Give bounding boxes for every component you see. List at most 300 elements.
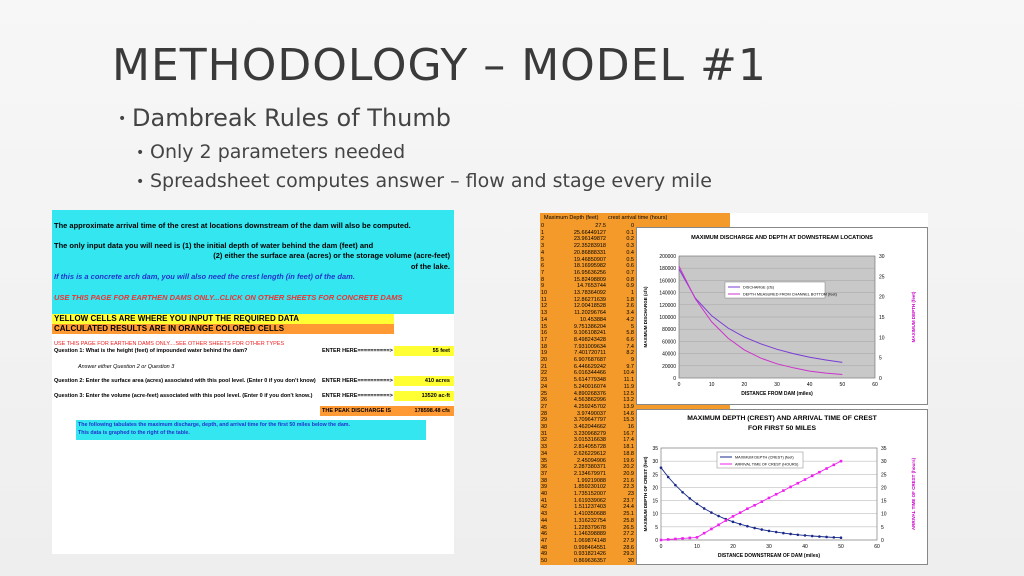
sub-bullet-2-text: Spreadsheet computes answer – flow and stage every mile (150, 170, 712, 192)
row-time: 0.1 (626, 229, 634, 236)
yellow-legend-label: YELLOW CELLS ARE WHERE YOU INPUT THE REQUIRED DATA (54, 314, 300, 323)
row-time: 13.2 (623, 397, 634, 404)
question-2: Question 2: Enter the surface area (acres) associated with this pool level. (Enter 0 if you don't know) (54, 378, 316, 384)
row-mile: 13 (541, 310, 548, 317)
question-3: Question 3: Enter the volume (acre-feet) associated with this pool level. (Enter 0 if you don't know.) (54, 393, 313, 399)
data-point (804, 534, 807, 537)
legend-label: ARRIVAL TIME OF CREST (HOURS) (735, 462, 799, 467)
row-depth: 11.20296764 (574, 310, 606, 317)
row-mile: 45 (541, 524, 548, 531)
row-time: 0.9 (626, 283, 634, 290)
row-depth: 2.626229612 (573, 450, 606, 457)
row-mile: 40 (541, 491, 548, 497)
data-point (732, 515, 735, 518)
row-depth: 4.563862996 (573, 397, 606, 404)
data-point (811, 475, 814, 478)
row-depth: 7.931009634 (573, 343, 606, 350)
row-mile: 0 (541, 223, 545, 229)
legend-label: DISCHARGE (cfs) (743, 285, 775, 290)
row-depth: 6.907687687 (573, 357, 606, 363)
data-point (717, 515, 720, 518)
header-time: crest arrival time (hours) (608, 215, 668, 221)
row-depth: 1.511237403 (574, 504, 606, 511)
intro-line-2: The only input data you will need is (1) the initial depth of water behind the dam (feet) and (54, 241, 374, 250)
row-mile: 6 (541, 263, 545, 270)
footer-line-2: This data is graphed to the right of the table. (78, 430, 190, 436)
row-time: 3.4 (626, 310, 634, 317)
depth-arrival-chart (636, 409, 928, 565)
discharge-depth-chart (636, 227, 928, 405)
intro-line-3: (2) either the surface area (acres) or the storage volume (acre-feet) (213, 251, 450, 260)
row-depth: 1.069874148 (573, 537, 606, 544)
row-depth: 16.95636256 (573, 269, 606, 276)
row-depth: 1.410350688 (573, 511, 606, 518)
row-mile: 23 (541, 377, 548, 384)
row-depth: 1.146398889 (573, 531, 606, 538)
row-time: 5 (630, 323, 634, 330)
y-tick-label: 10 (652, 511, 658, 518)
y2-tick-label: 15 (879, 315, 885, 321)
y-tick-label: 140000 (659, 290, 676, 297)
row-depth: 3.709647797 (573, 417, 606, 424)
data-point (789, 533, 792, 536)
row-time: 17.4 (623, 437, 634, 444)
enter-here-1: ENTER HERE==========> (322, 348, 393, 354)
row-mile: 49 (541, 551, 548, 558)
data-point (768, 497, 771, 500)
y2-tick-label: 15 (881, 498, 887, 505)
data-point (696, 536, 699, 539)
row-time: 0.5 (626, 256, 634, 263)
row-time: 20.2 (623, 464, 634, 471)
y-tick-label: 120000 (659, 302, 676, 309)
y2-tick-label: 25 (879, 274, 885, 281)
y2-tick-label: 35 (881, 446, 887, 452)
question-1: Question 1: What is the height (feet) of impounded water behind the dam? (54, 348, 248, 354)
data-point (833, 464, 836, 467)
row-mile: 24 (541, 383, 548, 390)
row-mile: 20 (541, 357, 548, 363)
data-point (753, 504, 756, 507)
row-time: 2.6 (626, 303, 634, 310)
row-mile: 38 (541, 477, 548, 484)
row-mile: 1 (541, 229, 545, 236)
row-depth: 13.78364092 (573, 290, 606, 296)
row-depth: 1.619339062 (573, 497, 606, 504)
row-time: 4.2 (626, 316, 634, 323)
row-time: 5.8 (626, 330, 634, 337)
intro-line-4: of the lake. (410, 262, 450, 271)
row-mile: 30 (541, 424, 548, 430)
row-depth: 18.16995982 (573, 263, 606, 270)
row-depth: 4.259245702 (573, 403, 606, 410)
y2-tick-label: 30 (881, 459, 887, 466)
y-tick-label: 0 (655, 538, 658, 544)
data-point (797, 482, 800, 485)
table-header (540, 215, 730, 223)
row-depth: 9.751386204 (573, 323, 606, 330)
row-mile: 32 (541, 437, 548, 444)
data-point (660, 466, 663, 469)
row-depth: 7.401720711 (574, 350, 606, 357)
x-tick-label: 50 (838, 544, 844, 550)
data-point (696, 502, 699, 505)
row-time: 11.1 (623, 377, 634, 384)
data-point (667, 538, 670, 541)
row-time: 30 (627, 558, 634, 564)
y-tick-label: 20 (652, 485, 658, 492)
chart-title: MAXIMUM DEPTH (CREST) AND ARRIVAL TIME OF CREST (687, 415, 877, 422)
intro-line-1: The approximate arrival time of the crest at locations downstream of the dam will also be computed. (54, 221, 411, 230)
row-mile: 17 (541, 336, 548, 343)
row-depth: 2.287380371 (573, 464, 606, 471)
x-tick-label: 20 (730, 544, 736, 550)
row-depth: 25.66449127 (573, 229, 606, 236)
x-tick-label: 0 (677, 382, 681, 388)
row-time: 16 (627, 424, 634, 430)
data-point (674, 538, 677, 541)
row-depth: 1.99219088 (576, 477, 606, 484)
data-point (681, 491, 684, 494)
data-point (768, 530, 771, 533)
y-tick-label: 80000 (662, 327, 676, 334)
row-mile: 28 (541, 410, 548, 417)
row-time: 0 (630, 223, 634, 229)
y2-tick-label: 5 (879, 355, 882, 362)
x-tick-label: 40 (802, 544, 808, 550)
data-point (674, 484, 677, 487)
row-time: 23 (627, 491, 634, 497)
row-mile: 16 (541, 330, 548, 337)
data-point (775, 493, 778, 496)
data-point (804, 478, 807, 481)
bullet-dot-icon: • (118, 111, 127, 127)
x-tick-label: 40 (806, 382, 813, 388)
sub-bullet-2 (136, 170, 712, 192)
row-mile: 31 (541, 430, 548, 437)
data-point (840, 460, 843, 463)
row-mile: 22 (541, 370, 548, 377)
row-mile: 35 (541, 457, 548, 464)
legend-label: MAXIMUM DEPTH (CREST) (feet) (735, 455, 794, 460)
data-point (797, 533, 800, 536)
row-time: 12.5 (623, 390, 634, 397)
row-depth: 15.82498809 (573, 276, 606, 283)
legend-label: DEPTH MEASURED FROM CHANNEL BOTTOM (feet) (743, 292, 837, 297)
row-depth: 2.814055728 (573, 444, 606, 451)
row-time: 18.8 (623, 450, 634, 457)
data-point (818, 471, 821, 474)
sub-bullet-1-text: Only 2 parameters needed (150, 141, 406, 163)
data-point (746, 525, 749, 528)
row-depth: 20.86888331 (573, 249, 606, 256)
data-point (761, 528, 764, 531)
x-tick-label: 20 (741, 382, 748, 388)
row-time: 28.6 (623, 544, 634, 551)
row-time: 23.7 (623, 497, 634, 504)
row-depth: 9.106108241 (573, 330, 606, 337)
peak-discharge-value: 178598.48 cfs (414, 408, 450, 414)
row-depth: 0.998464551 (573, 544, 606, 551)
row-mile: 26 (541, 397, 548, 404)
row-mile: 27 (541, 403, 548, 410)
row-depth: 4.890268376 (573, 390, 606, 397)
chart-title: FOR FIRST 50 MILES (748, 425, 816, 432)
row-mile: 39 (541, 484, 548, 491)
x-axis-label: DISTANCE DOWNSTREAM OF DAM (miles) (717, 553, 821, 559)
row-mile: 46 (541, 531, 548, 538)
data-point (753, 527, 756, 530)
row-mile: 15 (541, 323, 548, 330)
x-tick-label: 60 (872, 382, 878, 388)
earthen-note: USE THIS PAGE FOR EARTHEN DAMS ONLY...CLICK ON OTHER SHEETS FOR CONCRETE DAMS (54, 293, 403, 302)
y-axis-label: MAXIMUM DEPTH OF CREST (feet) (643, 456, 648, 532)
data-point (725, 519, 728, 522)
row-mile: 12 (541, 303, 548, 310)
row-mile: 5 (541, 256, 545, 263)
data-point (840, 536, 843, 539)
row-mile: 11 (541, 296, 547, 303)
row-depth: 10.453884 (580, 316, 606, 323)
row-time: 11.9 (623, 383, 634, 390)
y-tick-label: 100000 (659, 315, 676, 321)
row-time: 9 (630, 357, 634, 363)
row-depth: 19.46850907 (573, 256, 606, 263)
row-mile: 2 (541, 236, 545, 243)
row-time: 27.2 (623, 531, 634, 538)
y-tick-label: 15 (652, 498, 658, 505)
row-time: 26.5 (623, 524, 634, 531)
data-point (689, 537, 692, 540)
y-tick-label: 35 (652, 446, 658, 452)
discharge-depth-chart-svg (637, 228, 927, 404)
y2-tick-label: 10 (879, 335, 885, 342)
row-depth: 8.498243428 (573, 336, 606, 343)
y2-tick-label: 30 (879, 254, 885, 260)
y2-tick-label: 20 (881, 485, 887, 492)
data-point (660, 539, 663, 542)
row-depth: 3.462044662 (573, 424, 606, 430)
row-time: 21.6 (623, 477, 634, 484)
row-time: 8.2 (626, 350, 634, 357)
y-tick-label: 20000 (662, 363, 676, 370)
row-depth: 5.240016074 (573, 383, 606, 390)
row-time: 22.3 (623, 484, 634, 491)
y-tick-label: 200000 (659, 254, 676, 260)
row-mile: 8 (541, 276, 545, 283)
data-point (681, 537, 684, 540)
data-point (818, 535, 821, 538)
row-depth: 12.86271639 (573, 296, 606, 303)
concrete-note: If this is a concrete arch dam, you will also need the crest length (in feet) of the dam. (54, 272, 355, 281)
red-note: USE THIS PAGE FOR EARTHEN DAMS ONLY....SEE OTHER SHEETS FOR OTHER TYPES (54, 341, 285, 347)
y2-tick-label: 0 (881, 538, 884, 544)
row-time: 29.3 (623, 551, 634, 558)
data-point (825, 536, 828, 539)
row-mile: 47 (541, 537, 548, 544)
peak-discharge-label: THE PEAK DISCHARGE IS (322, 408, 392, 414)
data-point (739, 511, 742, 514)
row-time: 27.9 (623, 537, 634, 544)
data-point (782, 489, 785, 492)
row-depth: 3.230968279 (573, 430, 606, 437)
row-depth: 1.735152007 (573, 491, 606, 497)
row-depth: 12.00418528 (573, 303, 606, 310)
row-depth: 23.96149872 (573, 236, 606, 243)
row-depth: 3.97490037 (576, 410, 606, 417)
row-mile: 18 (541, 343, 548, 350)
row-mile: 43 (541, 511, 548, 518)
row-depth: 2.45094906 (576, 457, 606, 464)
row-depth: 0.869636357 (573, 558, 606, 564)
row-depth: 22.35283918 (573, 243, 606, 250)
row-mile: 4 (541, 249, 545, 256)
y-axis-label: MAXIMUM DISCHARGE (cfs) (643, 286, 648, 348)
sub-bullet-1 (136, 141, 405, 163)
y2-tick-label: 20 (879, 294, 885, 301)
data-point (703, 532, 706, 535)
y2-axis-label: ARRIVAL TIME OF CREST (hours) (911, 457, 916, 531)
row-mile: 19 (541, 350, 548, 357)
row-time: 10.4 (623, 370, 634, 377)
row-mile: 10 (541, 290, 548, 296)
q3-value[interactable]: 13520 ac-ft (421, 393, 450, 399)
row-mile: 9 (541, 283, 545, 290)
row-time: 0.2 (626, 236, 634, 243)
y-tick-label: 160000 (659, 278, 676, 285)
row-time: 0.7 (626, 269, 634, 276)
left-spreadsheet (52, 210, 454, 554)
data-point (761, 500, 764, 503)
x-tick-label: 30 (774, 382, 780, 388)
y-tick-label: 0 (673, 376, 676, 382)
bullet-dot-icon: • (136, 173, 145, 190)
row-mile: 33 (541, 444, 548, 451)
x-tick-label: 10 (708, 382, 715, 388)
row-depth: 1.859230102 (573, 484, 606, 491)
right-spreadsheet (540, 213, 928, 565)
row-time: 6.6 (626, 336, 634, 343)
row-time: 7.4 (626, 343, 634, 350)
y2-tick-label: 10 (881, 511, 887, 518)
row-time: 25.1 (623, 511, 634, 518)
row-mile: 7 (541, 269, 545, 276)
data-point (710, 511, 713, 514)
slide-title: METHODOLOGY – MODEL #1 (112, 40, 767, 91)
row-time: 19.6 (623, 457, 634, 464)
data-point (833, 536, 836, 539)
row-mile: 42 (541, 504, 548, 511)
row-time: 25.8 (623, 517, 634, 524)
row-mile: 3 (541, 243, 545, 250)
x-tick-label: 0 (659, 544, 663, 550)
y-tick-label: 30 (652, 459, 658, 466)
y2-tick-label: 5 (881, 524, 884, 531)
row-depth: 6.446629242 (573, 363, 606, 370)
row-time: 15.3 (623, 417, 634, 424)
depth-arrival-chart-svg (637, 410, 927, 564)
row-depth: 27.5 (595, 223, 606, 229)
row-time: 16.7 (623, 430, 634, 437)
x-tick-label: 60 (874, 544, 880, 550)
enter-here-3: ENTER HERE==========> (322, 393, 393, 399)
answer-either-note: Answer either Question 2 or Question 3 (78, 364, 175, 370)
row-mile: 44 (541, 517, 548, 524)
row-time: 1 (630, 290, 634, 296)
row-time: 18.1 (623, 444, 634, 451)
footer-line-1: The following tabulates the maximum discharge, depth, and arrival time for the first 50 miles below the dam. (78, 422, 350, 428)
y-tick-label: 40000 (662, 351, 676, 358)
row-depth: 1.316232754 (573, 517, 606, 524)
bullet-1 (118, 104, 451, 132)
bullet-dot-icon: • (136, 144, 145, 161)
bullet-1-text: Dambreak Rules of Thumb (132, 104, 451, 132)
x-axis-label: DISTANCE FROM DAM (miles) (741, 391, 813, 397)
data-point (746, 507, 749, 510)
row-depth: 0.931821426 (573, 551, 606, 558)
row-mile: 41 (541, 497, 548, 504)
data-point (811, 535, 814, 538)
row-mile: 21 (541, 363, 548, 370)
row-time: 9.7 (626, 363, 634, 370)
row-time: 1.8 (626, 296, 634, 303)
q1-value[interactable]: 55 feet (432, 348, 450, 354)
data-point (703, 507, 706, 510)
row-mile: 29 (541, 417, 548, 424)
data-point (667, 476, 670, 479)
orange-legend-label: CALCULATED RESULTS ARE IN ORANGE COLORED CELLS (54, 324, 285, 333)
data-point (710, 528, 713, 531)
enter-here-2: ENTER HERE==========> (322, 378, 393, 384)
row-depth: 5.614779348 (573, 377, 606, 384)
row-time: 14.6 (623, 410, 634, 417)
row-depth: 3.015316638 (573, 437, 606, 444)
row-depth: 14.7653744 (576, 283, 606, 290)
x-tick-label: 50 (839, 382, 846, 388)
data-point (775, 531, 778, 534)
x-tick-label: 30 (766, 544, 772, 550)
q2-value[interactable]: 410 acres (424, 378, 450, 384)
row-mile: 50 (541, 558, 548, 564)
y-tick-label: 180000 (659, 266, 676, 273)
row-mile: 48 (541, 544, 548, 551)
row-depth: 6.016344466 (573, 370, 606, 377)
y2-tick-label: 0 (879, 376, 882, 382)
row-time: 20.9 (623, 470, 634, 477)
row-time: 0.3 (626, 243, 634, 250)
data-point (717, 523, 720, 526)
row-mile: 37 (541, 470, 548, 477)
row-depth: 2.134679971 (573, 470, 606, 477)
data-point (739, 523, 742, 526)
row-depth: 1.228379678 (573, 524, 606, 531)
row-mile: 14 (541, 316, 548, 323)
row-time: 24.4 (623, 504, 634, 511)
x-tick-label: 10 (694, 544, 700, 550)
row-time: 13.9 (623, 403, 634, 410)
row-mile: 25 (541, 390, 548, 397)
data-point (782, 532, 785, 535)
row-time: 0.6 (626, 263, 634, 270)
data-point (689, 497, 692, 500)
y-tick-label: 5 (655, 524, 658, 531)
y-tick-label: 60000 (662, 339, 676, 346)
row-mile: 34 (541, 450, 548, 457)
y2-axis-label: MAXIMUM DEPTH (feet) (911, 291, 916, 343)
row-time: 0.4 (626, 249, 634, 256)
y-tick-label: 25 (652, 472, 658, 479)
row-time: 0.8 (626, 276, 634, 283)
